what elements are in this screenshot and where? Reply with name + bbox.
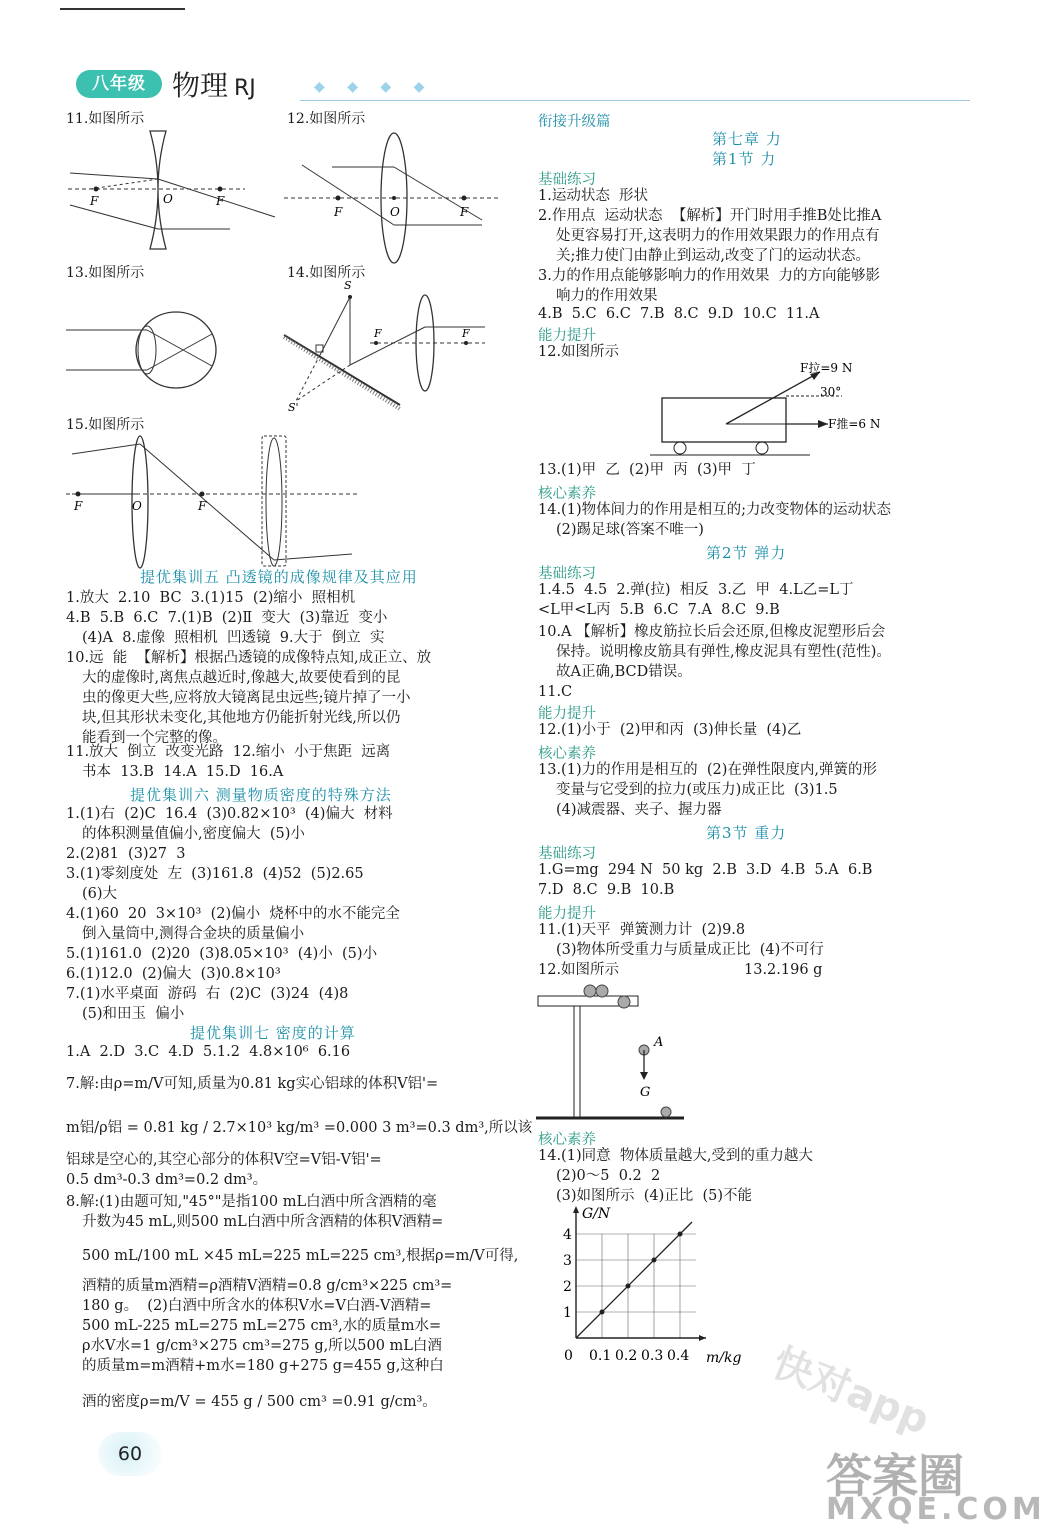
optical-center	[392, 196, 396, 200]
ball	[618, 996, 630, 1008]
incident-ray	[70, 173, 158, 179]
solution-line: m铝/ρ铝 = 0.81 kg / 2.7×10³ kg/m³ =0.000 3 m³=0.3 dm³,所以该	[66, 1120, 533, 1136]
answer-line: 响力的作用效果	[556, 288, 658, 304]
solution-line: 升数为45 mL,则500 mL白酒中所含酒精的体积V酒精=	[82, 1214, 444, 1230]
page-number: 60	[98, 1432, 162, 1476]
figure-14-mirror-lens	[280, 275, 490, 415]
answer-line: 块,但其形状未变化,其他地方仍能折射光线,所以仍	[82, 710, 401, 726]
incident-ray	[72, 444, 140, 454]
solution-line: 500 mL-225 mL=275 mL=275 cm³,水的质量m水=	[82, 1318, 442, 1334]
solution-line: 铝球是空心的,其空心部分的体积V空=V铝-V铝'=	[66, 1152, 382, 1168]
concave-lens	[150, 131, 166, 249]
answer-line: (3)物体所受重力与质量成正比 (4)不可行	[556, 942, 824, 958]
data-line	[576, 1222, 692, 1338]
solution-line: 0.5 dm³-0.3 dm³=0.2 dm³。	[66, 1172, 268, 1188]
data-point	[626, 1284, 631, 1289]
figure-11-concave-lens	[60, 125, 280, 255]
y-tick: 2	[563, 1279, 572, 1295]
answer-line: 12.如图所示	[538, 344, 620, 360]
y-tick: 4	[563, 1227, 572, 1243]
caption-12: 12.如图所示	[287, 111, 366, 127]
answer-line: 11.C	[538, 684, 573, 700]
answer-line: 13.2.196 g	[744, 962, 823, 978]
virtual-ray	[296, 355, 320, 401]
answer-line: 1.4.5 4.5 2.弹(拉) 相反 3.乙 甲 4.L乙=L丁	[538, 582, 854, 598]
answer-line: (2)0～5 0.2 2	[556, 1168, 661, 1184]
solution-line: 180 g。 (2)白酒中所含水的体积V水=V白酒-V酒精=	[82, 1298, 432, 1314]
section-title: 第1节 力	[712, 150, 777, 168]
center-label: O	[132, 499, 142, 513]
ray	[350, 327, 425, 365]
focus-label: F	[460, 205, 469, 219]
answer-line: (3)如图所示 (4)正比 (5)不能	[556, 1188, 753, 1204]
pull-label: F拉=9 N	[800, 361, 853, 375]
caption-11: 11.如图所示	[66, 111, 145, 127]
angle-label: 30°	[820, 385, 842, 399]
answer-line: 6.(1)12.0 (2)偏大 (3)0.8×10³	[66, 966, 281, 982]
focus-label: F	[334, 205, 343, 219]
solution-line: 500 mL/100 mL ×45 mL=225 mL=225 cm³,根据ρ=m/V可得,	[82, 1248, 519, 1264]
focus-label: F	[90, 194, 99, 208]
focus-label: F	[374, 327, 382, 340]
focus-label: F	[74, 499, 83, 513]
refracted-ray	[140, 444, 274, 560]
block-heading: 核心素养	[538, 746, 596, 762]
answer-line: 13.(1)甲 乙 (2)甲 丙 (3)甲 丁	[538, 462, 756, 478]
block-heading: 基础练习	[538, 172, 596, 188]
answer-line: 7.D 8.C 9.B 10.B	[538, 882, 675, 898]
answer-line: 1.放大 2.10 BC 3.(1)15 (2)缩小 照相机	[66, 590, 356, 606]
incident-ray	[302, 165, 394, 225]
figure-force-cart	[650, 356, 890, 460]
decor-diamonds: ◆ ◆ ◆ ◆	[314, 79, 434, 95]
caption-14: 14.如图所示	[287, 265, 366, 281]
part-title: 衔接升级篇	[538, 114, 611, 130]
refracted-ray	[147, 330, 212, 366]
answer-line: (4)A 8.虚像 照相机 凹透镜 9.大于 倒立 实	[82, 630, 385, 646]
answer-line: 倒入量筒中,测得合金块的质量偏小	[82, 926, 305, 942]
answer-line: 12.如图所示	[538, 962, 620, 978]
x-arrow	[699, 1335, 706, 1341]
answer-line: 3.(1)零刻度处 左 (3)161.8 (4)52 (5)2.65	[66, 866, 364, 882]
solution-line: 7.解:由ρ=m/V可知,质量为0.81 kg实心铝球的体积V铝'=	[66, 1076, 439, 1092]
answer-line: 关;推力使门由静止到运动,改变了门的运动状态。	[556, 248, 870, 264]
refracted-ray	[147, 334, 212, 370]
answer-line: (4)减震器、夹子、握力器	[556, 802, 722, 818]
block-heading: 基础练习	[538, 566, 596, 582]
answer-line: (2)踢足球(答案不唯一)	[556, 522, 704, 538]
answer-line: 14.(1)物体间力的作用是相互的;力改变物体的运动状态	[538, 502, 891, 518]
ray	[320, 297, 350, 355]
answer-line: 4.B 5.B 6.C 7.(1)B (2)Ⅱ 变大 (3)靠近 变小	[66, 610, 388, 626]
push-label: F推=6 N	[828, 417, 881, 431]
answer-line: 11.放大 倒立 改变光路 12.缩小 小于焦距 远离	[66, 744, 391, 760]
focus-point	[336, 196, 341, 201]
convex-lens	[416, 295, 434, 391]
x-tick: 0	[564, 1348, 573, 1364]
source-label: S	[344, 279, 352, 292]
section-title: 提优集训六 测量物质密度的特殊方法	[130, 786, 392, 804]
answer-line: 14.(1)同意 物体质量越大,受到的重力越大	[538, 1148, 813, 1164]
answer-line: 能看到一个完整的像。	[82, 730, 227, 746]
data-point	[600, 1310, 605, 1315]
x-axis-label: m/kg	[706, 1350, 742, 1366]
answer-line: 处更容易打开,这表明力的作用效果跟力的作用点有	[556, 228, 880, 244]
focus-point	[218, 187, 223, 192]
center-label: O	[390, 205, 400, 219]
block-heading: 能力提升	[538, 906, 596, 922]
answer-line: 1.(1)右 (2)C 16.4 (3)0.82×10³ (4)偏大 材料	[66, 806, 393, 822]
grade-badge: 八年级	[76, 70, 162, 98]
answer-line: 12.(1)小于 (2)甲和丙 (3)伸长量 (4)乙	[538, 722, 802, 738]
focus-label: F	[462, 327, 470, 340]
figure-12-convex-lens	[282, 125, 502, 265]
answer-line: 的体积测量值偏小,密度偏大 (5)小	[82, 826, 305, 842]
y-arrow	[573, 1206, 579, 1213]
center-label: O	[163, 192, 173, 206]
figure-13-eye	[62, 300, 232, 400]
ball	[661, 1107, 671, 1117]
focus-point	[200, 492, 205, 497]
section-title: 提优集训七 密度的计算	[190, 1024, 356, 1042]
image-label: S'	[288, 401, 299, 414]
watermark-logo: 答案圈	[826, 1449, 964, 1503]
watermark-url: MXQE.COM	[826, 1492, 1046, 1527]
answer-line: 1.运动状态 形状	[538, 188, 649, 204]
data-point	[652, 1258, 657, 1263]
focus-label: F	[198, 499, 207, 513]
solution-line: 的质量m=m酒精+m水=180 g+275 g=455 g,这种白	[82, 1358, 444, 1374]
figure-gravity	[534, 982, 694, 1126]
ball	[596, 985, 608, 997]
solution-line: 酒的密度ρ=m/V = 455 g / 500 cm³ =0.91 g/cm³。	[82, 1394, 437, 1410]
answer-line: 大的虚像时,离焦点越近时,像越大,故要使看到的昆	[82, 670, 401, 686]
section-title: 第3节 重力	[706, 824, 787, 842]
grid	[576, 1234, 696, 1338]
y-tick: 1	[563, 1305, 572, 1321]
data-point	[678, 1232, 683, 1237]
focus-point	[94, 187, 99, 192]
x-tick: 0.3	[641, 1348, 664, 1364]
x-tick: 0.4	[667, 1348, 690, 1364]
figure-15-two-lenses	[62, 432, 362, 572]
incident-ray-2	[70, 205, 158, 229]
answer-line: 10.A 【解析】橡皮筋拉长后会还原,但橡皮泥塑形后会	[538, 624, 886, 640]
wheel	[674, 442, 686, 454]
answer-line: 书本 13.B 14.A 15.D 16.A	[82, 764, 284, 780]
answer-line: 11.(1)天平 弹簧测力计 (2)9.8	[538, 922, 746, 938]
answer-line: 2.作用点 运动状态 【解析】开门时用手推B处比推A	[538, 208, 882, 224]
answer-line: 13.(1)力的作用是相互的 (2)在弹性限度内,弹簧的形	[538, 762, 877, 778]
answer-line: 保持。说明橡皮筋具有弹性,橡皮泥具有塑性(范性)。	[556, 644, 891, 660]
x-tick: 0.1	[589, 1348, 612, 1364]
answer-line: 1.G=mg 294 N 50 kg 2.B 3.D 4.B 5.A 6.B	[538, 862, 873, 878]
section-title: 提优集训五 凸透镜的成像规律及其应用	[140, 568, 418, 586]
focus-point	[462, 196, 467, 201]
block-heading: 能力提升	[538, 328, 596, 344]
ball	[584, 985, 596, 997]
solution-line: ρ水V水=1 g/cm³×275 cm³=275 g,所以500 mL白酒	[82, 1338, 442, 1354]
plane-mirror	[284, 335, 400, 405]
block-heading: 核心素养	[538, 486, 596, 502]
figure-graph	[556, 1204, 776, 1370]
top-rule	[60, 8, 185, 10]
mirror-hatching	[284, 337, 400, 409]
cart-body	[662, 398, 786, 442]
answer-line: (5)和田玉 偏小	[82, 1006, 185, 1022]
focus-point	[464, 341, 468, 345]
solution-line: 8.解:(1)由题可知,"45°"是指100 mL白酒中所含酒精的毫	[66, 1194, 437, 1210]
answer-line: 3.力的作用点能够影响力的作用效果 力的方向能够影	[538, 268, 881, 284]
arrow-head	[818, 420, 828, 428]
watermark-text: 快对app	[766, 1339, 936, 1444]
answer-line: 虫的像更大些,应将放大镜离昆虫远些;镜片掉了一小	[82, 690, 411, 706]
gravity-label: G	[640, 1085, 651, 1100]
answer-line: 故A正确,BCD错误。	[556, 664, 692, 680]
header-rule	[300, 100, 970, 101]
solution-line: 酒精的质量m酒精=ρ酒精V酒精=0.8 g/cm³×225 cm³=	[82, 1278, 453, 1294]
wheel	[756, 442, 768, 454]
y-tick: 3	[563, 1253, 572, 1269]
caption-13: 13.如图所示	[66, 265, 145, 281]
second-lens	[266, 438, 282, 566]
block-heading: 能力提升	[538, 706, 596, 722]
answer-line: <L甲<L丙 5.B 6.C 7.A 8.C 9.B	[538, 602, 780, 618]
extension-ray	[90, 179, 158, 189]
section-title: 第2节 弹力	[706, 544, 787, 562]
eyeball	[136, 312, 216, 388]
answer-line: 2.(2)81 (3)27 3	[66, 846, 186, 862]
answer-line: 4.(1)60 20 3×10³ (2)偏小 烧杯中的水不能完全	[66, 906, 400, 922]
answer-line: 4.B 5.C 6.C 7.B 8.C 9.D 10.C 11.A	[538, 306, 820, 322]
page-title	[172, 64, 256, 104]
subject-label: 物理	[172, 69, 229, 102]
edition-label: RJ	[234, 76, 256, 101]
answer-line: 1.A 2.D 3.C 4.D 5.1.2 4.8×10⁶ 6.16	[66, 1044, 351, 1060]
answer-line: (6)大	[82, 886, 118, 902]
focus-point	[76, 492, 81, 497]
caption-15: 15.如图所示	[66, 417, 145, 433]
block-heading: 基础练习	[538, 846, 596, 862]
chapter-title: 第七章 力	[712, 130, 782, 148]
y-axis-label: G/N	[582, 1206, 611, 1222]
focus-point	[374, 341, 378, 345]
answer-line: 7.(1)水平桌面 游码 右 (2)C (3)24 (4)8	[66, 986, 349, 1002]
pole	[574, 1006, 580, 1118]
block-heading: 核心素养	[538, 1132, 596, 1148]
focus-label: F	[216, 194, 225, 208]
x-tick: 0.2	[615, 1348, 638, 1364]
arrow-head	[640, 1072, 648, 1080]
answer-line: 5.(1)161.0 (2)20 (3)8.05×10³ (4)小 (5)小	[66, 946, 378, 962]
ball-label: A	[654, 1035, 664, 1050]
answer-line: 变量与它受到的拉力(或压力)成正比 (3)1.5	[556, 782, 838, 798]
answer-line: 10.远 能 【解析】根据凸透镜的成像特点知,成正立、放	[66, 650, 432, 666]
